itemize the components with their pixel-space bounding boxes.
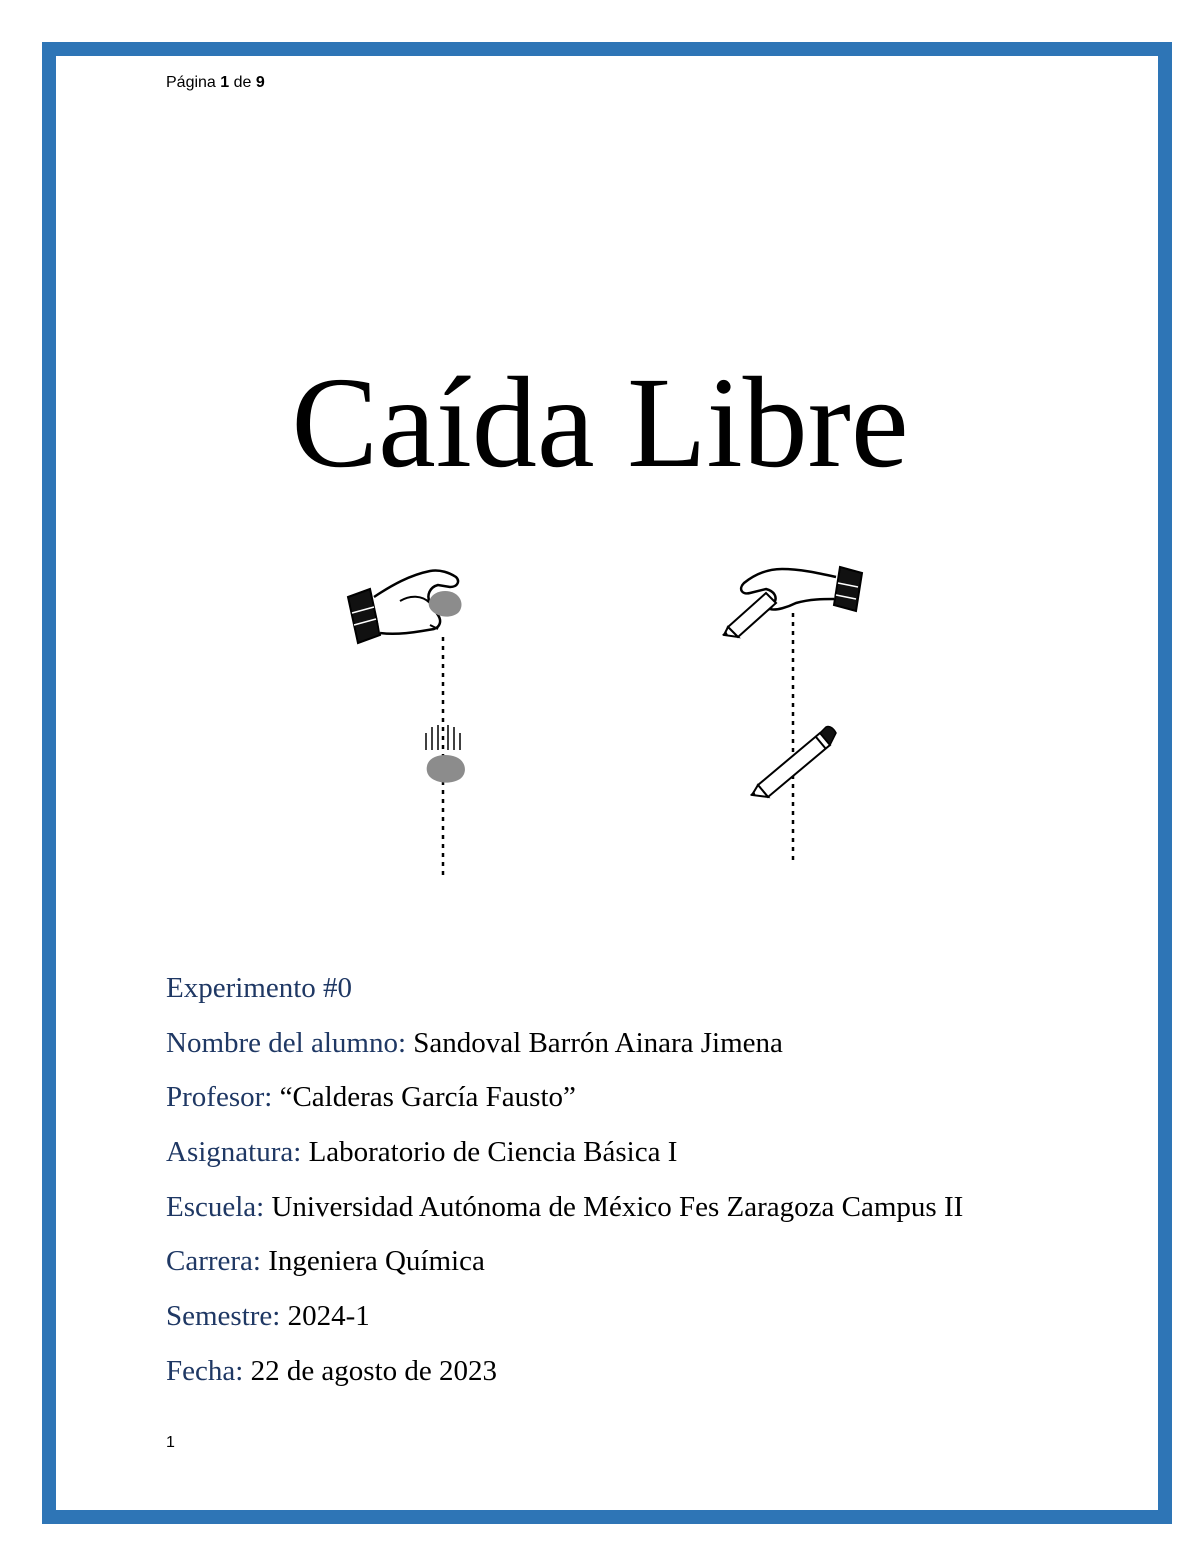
student-info [166,968,1126,1406]
page-current: 1 [220,74,230,91]
student-label: Nombre del alumno: [166,1026,407,1059]
school-row [166,1187,1126,1227]
document-title: Caída Libre [291,351,909,495]
professor-label: Profesor: [166,1081,273,1114]
hand-dropping-pencil-icon [722,567,862,865]
date-label: Fecha: [166,1354,244,1387]
semester-value: 2024-1 [287,1300,370,1333]
subject-row [166,1132,1126,1172]
subject-label: Asignatura: [166,1136,302,1169]
date-value: 22 de agosto de 2023 [250,1354,498,1387]
student-row [166,1023,1126,1063]
page-word: Página [166,74,216,91]
professor-value: “Calderas García Fausto” [279,1081,576,1114]
free-fall-illustration [330,555,890,895]
experiment-row [166,968,1126,1008]
page-header [166,74,265,92]
career-label: Carrera: [166,1245,261,1278]
date-row [166,1351,1126,1391]
page-total: 9 [255,74,265,91]
student-value: Sandoval Barrón Ainara Jimena [413,1026,783,1059]
experiment-label: Experimento #0 [166,972,353,1004]
career-value: Ingeniera Química [268,1245,485,1278]
school-value: Universidad Autónoma de México Fes Zaragoza Campus II [271,1190,964,1223]
hand-dropping-rock-icon [348,570,465,880]
semester-row [166,1296,1126,1336]
career-row [166,1241,1126,1281]
professor-row [166,1077,1126,1117]
footer-page-number: 1 [166,1434,175,1451]
semester-label: Semestre: [166,1300,281,1333]
school-label: Escuela: [166,1190,265,1223]
subject-value: Laboratorio de Ciencia Básica I [308,1136,678,1169]
page-of: de [233,74,252,91]
